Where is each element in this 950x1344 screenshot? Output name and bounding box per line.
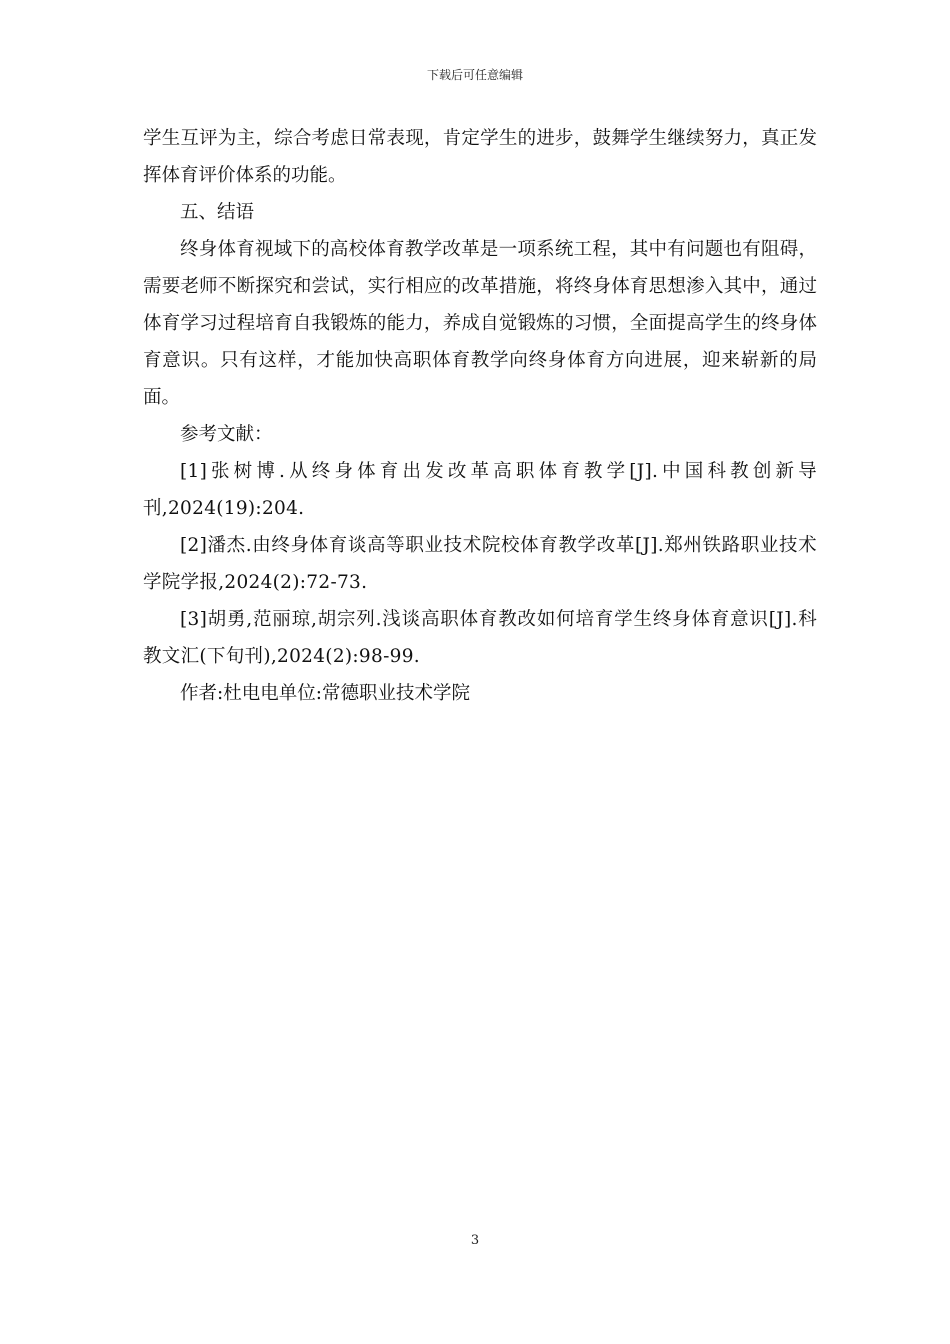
references-title: 参考文献： [180, 424, 273, 445]
paragraph-evaluation: 学生互评为主，综合考虑日常表现，肯定学生的进步，鼓舞学生继续努力，真正发挥体育评价体系的功能。 [143, 128, 817, 186]
section-heading-conclusion: 五、结语 [180, 202, 255, 223]
author-line: 作者:杜电电单位:常德职业技术学院 [180, 683, 470, 704]
document-body [143, 120, 817, 712]
page-header: 下载后可任意编辑 [426, 68, 523, 82]
paragraph-conclusion: 终身体育视域下的高校体育教学改革是一项系统工程，其中有问题也有阻碍，需要老师不断探究和尝试，实行相应的改革措施，将终身体育思想渗入其中，通过体育学习过程培育自我锻炼的能力，养成自觉锻炼的习惯，全面提高学生的终身体育意识。只有这样，才能加快高职体育教学向终身体育方向进展，迎来崭新的局面。 [143, 239, 817, 408]
reference-item-3: [3]胡勇,范丽琼,胡宗列.浅谈高职体育教改如何培育学生终身体育意识[J].科教文汇(下旬刊),2024(2):98-99. [143, 609, 817, 667]
reference-item-2: [2]潘杰.由终身体育谈高等职业技术院校体育教学改革[J].郑州铁路职业技术学院学报,2024(2):72-73. [143, 535, 817, 593]
reference-item-1: [1]张树博.从终身体育出发改革高职体育教学[J].中国科教创新导刊,2024(19):204. [143, 461, 817, 519]
page-number: 3 [470, 1233, 480, 1248]
